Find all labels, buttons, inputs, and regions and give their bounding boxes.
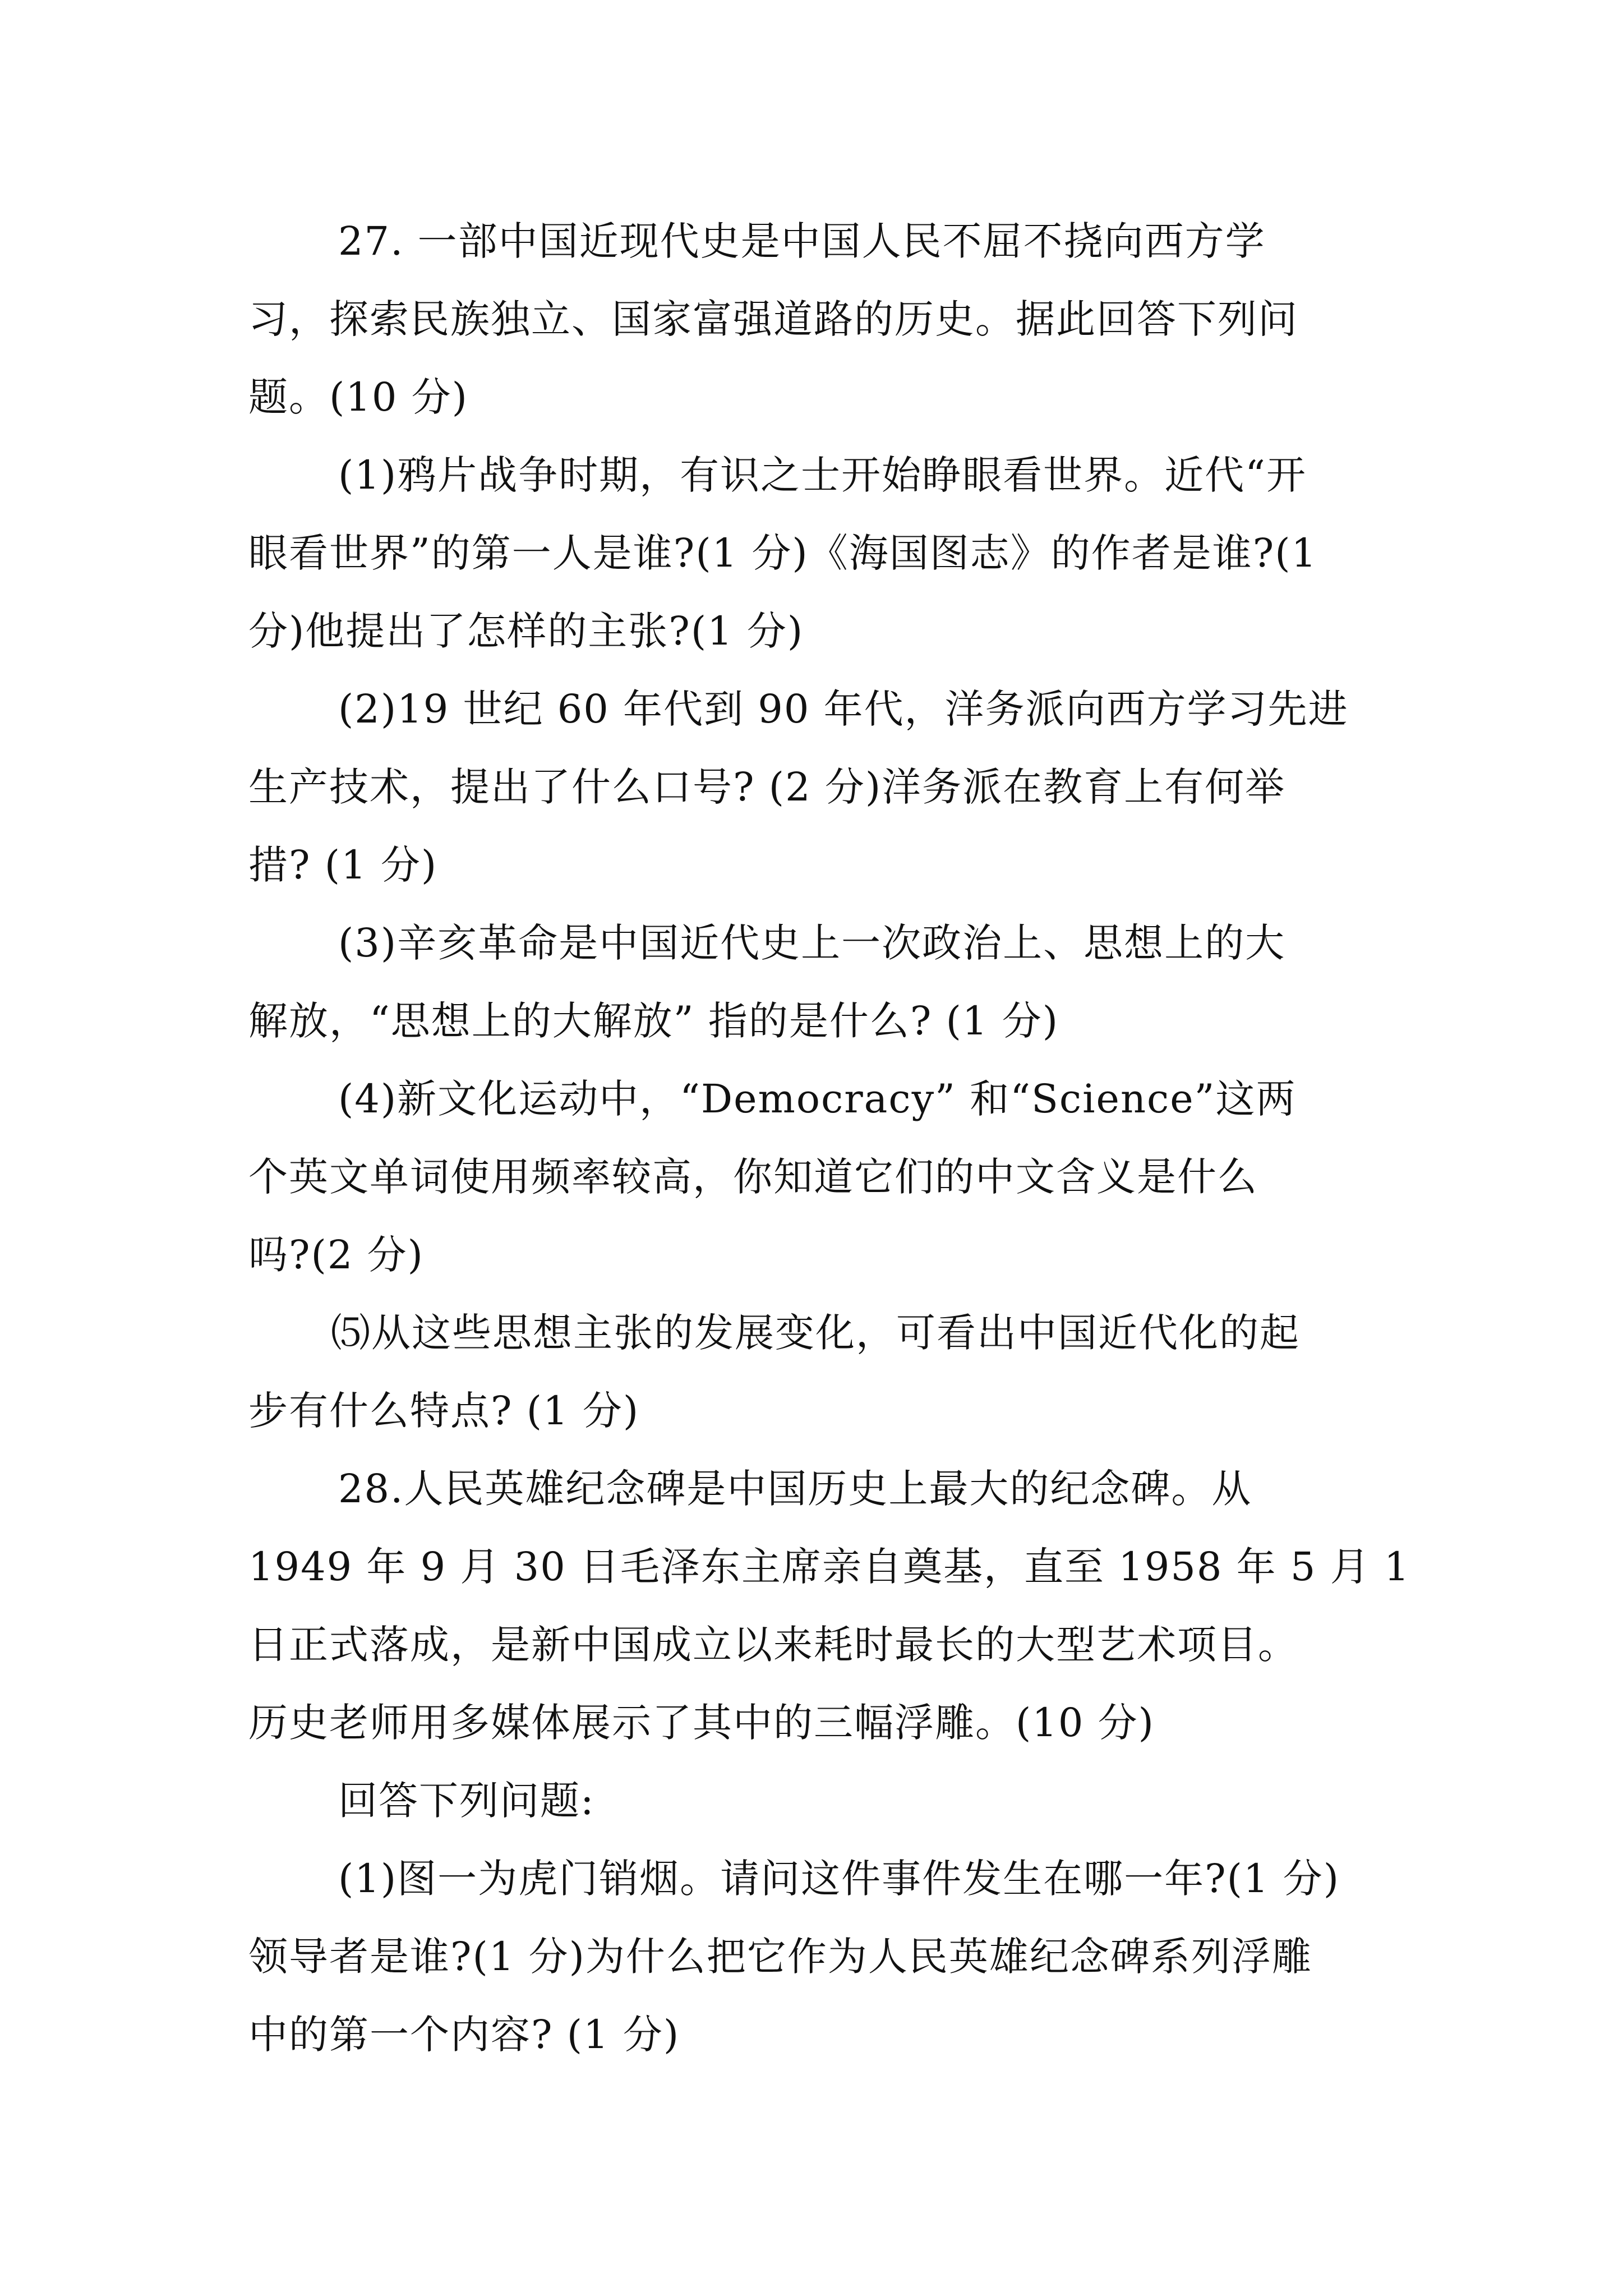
text-line: 领导者是谁?(1 分)为什么把它作为人民英雄纪念碑系列浮雕	[248, 1934, 1312, 1980]
text-line: 解放，“思想上的大解放” 指的是什么? (1 分)	[248, 998, 1059, 1044]
text-line: 眼看世界”的第一人是谁?(1 分)《海国图志》的作者是谁?(1	[248, 530, 1318, 576]
text-line-q27-intro: 27. 一部中国近现代史是中国人民不屈不挠向西方学	[338, 218, 1266, 264]
text-line: 步有什么特点? (1 分)	[248, 1388, 640, 1434]
text-line-q27-2: (2)19 世纪 60 年代到 90 年代，洋务派向西方学习先进	[338, 686, 1349, 732]
text-line-q27-4: (4)新文化运动中，“Democracy” 和“Science”这两	[338, 1076, 1297, 1122]
text-line: 中的第一个内容? (1 分)	[248, 2012, 680, 2058]
text-line: 吗?(2 分)	[248, 1232, 424, 1278]
text-line: 历史老师用多媒体展示了其中的三幅浮雕。(10 分)	[248, 1700, 1155, 1746]
text-line-q28-1: (1)图一为虎门销烟。请问这件事件发生在哪一年?(1 分)	[338, 1856, 1340, 1902]
text-line-q28-intro: 28.人民英雄纪念碑是中国历史上最大的纪念碑。从	[338, 1466, 1252, 1512]
text-line: 1949 年 9 月 30 日毛泽东主席亲自奠基，直至 1958 年 5 月 1	[248, 1544, 1410, 1590]
text-line: 措? (1 分)	[248, 842, 438, 888]
text-line-instruction: 回答下列问题:	[338, 1778, 595, 1824]
text-line: 个英文单词使用频率较高，你知道它们的中文含义是什么	[248, 1154, 1258, 1200]
text-line-q27-3: (3)辛亥革命是中国近代史上一次政治上、思想上的大	[338, 920, 1286, 966]
text-line: 生产技术，提出了什么口号? (2 分)洋务派在教育上有何举	[248, 764, 1286, 810]
text-line: 习，探索民族独立、国家富强道路的历史。据此回答下列问	[248, 296, 1298, 342]
text-line-q27-1: (1)鸦片战争时期，有识之士开始睁眼看世界。近代“开	[338, 452, 1307, 498]
text-line: 日正式落成，是新中国成立以来耗时最长的大型艺术项目。	[248, 1622, 1298, 1668]
text-line: 题。(10 分)	[248, 374, 468, 420]
text-line-q27-5: ⑸从这些思想主张的发展变化，可看出中国近代化的起	[331, 1310, 1300, 1356]
text-line: 分)他提出了怎样的主张?(1 分)	[248, 608, 804, 654]
